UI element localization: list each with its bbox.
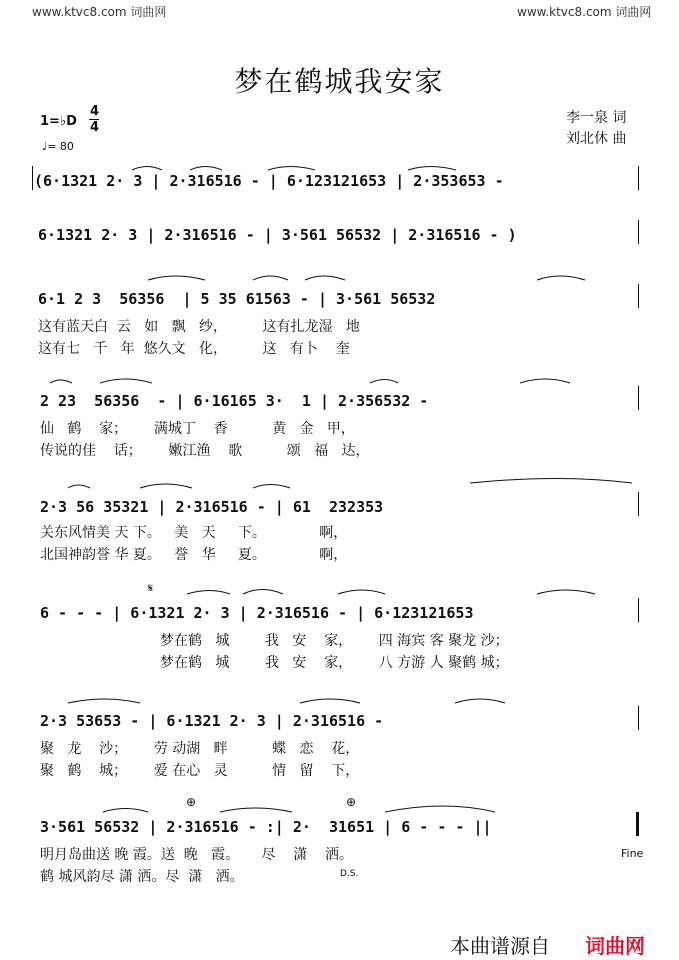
barline: [638, 706, 639, 730]
footer-site-logo: 词曲网: [585, 934, 645, 958]
notation-system-5: 2·3 56 35321 | 2·316516 - | 61 232353: [40, 498, 384, 516]
ds-marking: D.S.: [340, 869, 359, 879]
barline: [638, 598, 639, 622]
barline: [638, 166, 639, 190]
key-signature: 1=♭D: [40, 114, 77, 129]
svg-text:⊕: ⊕: [346, 795, 357, 809]
time-signature-top: 4: [90, 104, 100, 119]
lyrics-verse1-system-5: 关东风情美 天 下。 美 天 下。 啊，: [40, 525, 348, 541]
song-title: 梦在鹤城我安家: [234, 65, 445, 98]
lyrics-verse2-system-7: 聚 鹤 城； 爱 在心 灵 情 留 下，: [40, 763, 360, 779]
notation-system-4: 2 23 56356 - | 6·16165 3· 1 | 2·356532 -: [40, 392, 429, 410]
notation-system-8: 3·561 56532 | 2·316516 - :| 2· 31651 | 6 - - - ||: [40, 818, 492, 836]
lyrics-verse2-system-5: 北国神韵誉 华 夏。 誉 华 夏。 啊，: [40, 547, 348, 563]
lyrics-verse1-system-4: 仙 鹤 家； 满城丁 香 黄 金 甲，: [40, 421, 355, 437]
composer-credit: 刘北休 曲: [566, 131, 627, 147]
lyrics-verse2-system-6: 梦在鹤 城 我 安 家， 八 方游 人 聚鹤 城；: [160, 655, 509, 671]
barline: [638, 386, 639, 410]
notation-system-2: 6·1321 2· 3 | 2·316516 - | 3·561 56532 | 2·316516 - ): [38, 226, 517, 244]
fine-marking: Fine: [621, 847, 644, 860]
footer-source-text: 本曲谱源自: [450, 934, 550, 958]
lyrics-verse2-system-8: 鹤 城风韵尽 潇 洒。尽 潇 洒。: [40, 869, 244, 885]
watermark-right: www.ktvc8.com 词曲网: [517, 5, 652, 19]
barline: [32, 166, 33, 190]
time-signature-bottom: 4: [90, 120, 100, 135]
lyrics-verse1-system-3: 这有蓝天白 云 如 飘 纱， 这有扎龙湿 地: [38, 319, 360, 335]
notation-system-7: 2·3 53653 - | 6·1321 2· 3 | 2·316516 -: [40, 712, 384, 730]
lyricist-credit: 李一泉 词: [566, 110, 627, 126]
lyrics-verse2-system-4: 传说的佳 话； 嫩江渔 歌 颂 福 达，: [40, 443, 370, 459]
lyrics-verse1-system-7: 聚 龙 沙； 劳 动湖 畔 蝶 恋 花，: [40, 741, 360, 757]
svg-text:𝄋: 𝄋: [148, 581, 154, 595]
barline: [638, 284, 639, 308]
watermark-left: www.ktvc8.com 词曲网: [32, 5, 167, 19]
notation-system-3: 6·1 2 3 56356 | 5 35 61563 - | 3·561 56532: [38, 290, 436, 308]
tempo-marking: ♩= 80: [42, 140, 74, 153]
barline: [638, 220, 639, 244]
final-barline: [636, 812, 639, 836]
notation-system-1: (6·1321 2· 3 | 2·316516 - | 6·123121653 | 2·353653 -: [34, 172, 504, 190]
lyrics-verse1-system-8: 明月岛曲送 晚 霞。送 晚 霞。 尽 潇 洒。: [40, 847, 354, 863]
lyrics-verse1-system-6: 梦在鹤 城 我 安 家， 四 海宾 客 聚龙 沙；: [160, 633, 509, 649]
notation-system-6: 6 - - - | 6·1321 2· 3 | 2·316516 - | 6·123121653: [40, 604, 474, 622]
barline: [638, 492, 639, 516]
lyrics-verse2-system-3: 这有七 千 年 悠久文 化， 这 有卜 奎: [38, 341, 350, 357]
svg-text:⊕: ⊕: [186, 795, 197, 809]
